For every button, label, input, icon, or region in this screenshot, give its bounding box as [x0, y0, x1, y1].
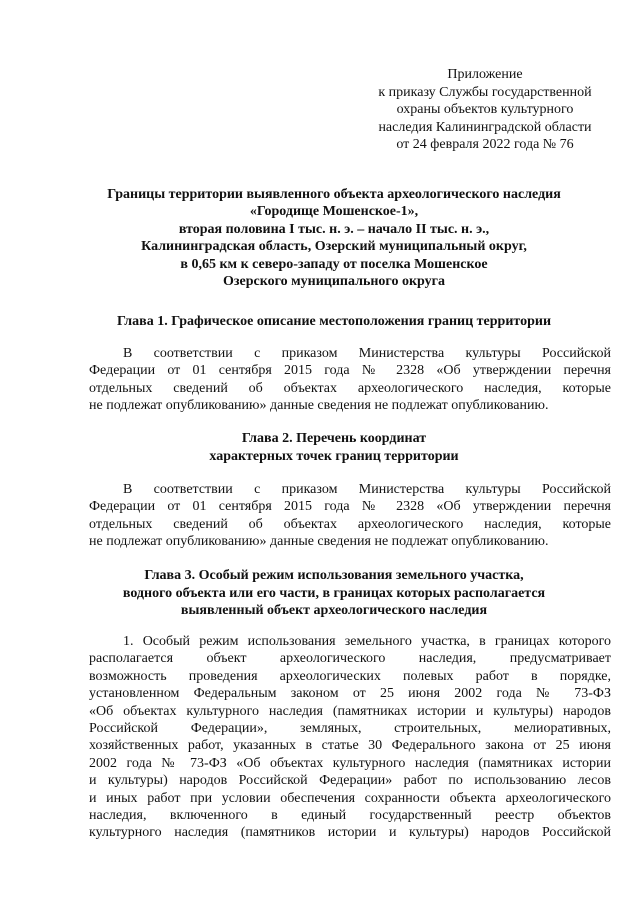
appendix-line: к приказу Службы государственной — [378, 84, 592, 100]
paragraph-line: культурного наследия (памятников истории и культуры) народов Российской — [89, 825, 611, 841]
paragraph-line: Федерации от 01 сентября 2015 года № 2328 «Об утверждении перечня — [89, 363, 611, 379]
paragraph-line: 1. Особый режим использования земельного участка, в границах которого — [123, 634, 611, 649]
paragraph-line: отдельных сведений об объектах археологического наследия, которые — [89, 380, 611, 396]
title-line: вторая половина I тыс. н. э. – начало II тыс. н. э., — [178, 221, 490, 237]
paragraph-line: «Об объектах культурного наследия (памятниках истории и культуры) народов — [89, 703, 611, 719]
heading-line: Глава 3. Особый режим использования земельного участка, — [144, 568, 524, 583]
paragraph-line: возможность проведения археологических полевых работ в порядке, — [89, 668, 611, 684]
appendix-line: от 24 февраля 2022 года № 76 — [396, 137, 574, 152]
paragraph-line: и культуры) народов Российской Федерации» работ по использованию лесов — [89, 773, 611, 789]
paragraph-line: установленном Федеральным законом от 25 июня 2002 года № 73-ФЗ — [89, 686, 611, 702]
paragraph-line: отдельных сведений об объектах археологического наследия, которые — [89, 516, 611, 532]
paragraph-line: 2002 года № 73-ФЗ «Об объектах культурного наследия (памятниках истории — [89, 755, 611, 771]
heading-line: выявленный объект археологического наследия — [180, 603, 488, 618]
appendix-line: охраны объектов культурного — [396, 102, 574, 117]
heading-line: Глава 2. Перечень координат — [241, 431, 427, 446]
heading-line: характерных точек границ территории — [209, 448, 459, 464]
appendix-line: наследия Калининградской области — [378, 119, 592, 135]
chapter-3-paragraph — [89, 633, 611, 842]
chapter-3-heading — [60, 567, 608, 620]
paragraph-line: Российской Федерации», земляных, строительных, мелиоративных, — [89, 721, 611, 737]
title-line: Границы территории выявленного объекта археологического наследия — [107, 187, 561, 202]
appendix-line: Приложение — [447, 67, 523, 82]
paragraph-line: В соответствии с приказом Министерства культуры Российской — [123, 346, 611, 361]
paragraph-line: и иных работ при условии обеспечения сохранности объекта археологического — [89, 790, 611, 806]
paragraph-line: располагается объект археологического наследия, предусматривает — [89, 651, 611, 667]
chapter-2-heading — [60, 430, 608, 465]
chapter-1-paragraph — [89, 345, 611, 415]
appendix-block — [360, 66, 610, 154]
paragraph-line: хозяйственных работ, указанных в статье 30 Федерального закона от 25 июня — [89, 738, 611, 754]
paragraph-line: не подлежат опубликованию» данные сведения не подлежат опубликованию. — [89, 534, 549, 550]
paragraph-line: Федерации от 01 сентября 2015 года № 2328 «Об утверждении перечня — [89, 499, 611, 515]
title-line: Калининградская область, Озерский муниципальный округ, — [141, 239, 527, 255]
heading-line: водного объекта или его части, в границах которых располагается — [122, 585, 546, 601]
title-line: в 0,65 км к северо-западу от поселка Мошенское — [180, 256, 488, 272]
paragraph-line: наследия, включенного в единый государственный реестр объектов — [89, 808, 611, 824]
chapter-1-heading — [60, 313, 608, 331]
heading-line: Глава 1. Графическое описание местоположения границ территории — [116, 314, 552, 329]
document-title — [60, 186, 608, 290]
chapter-2-paragraph — [89, 481, 611, 551]
title-line: «Городище Мошенское-1», — [249, 204, 419, 220]
title-line: Озерского муниципального округа — [223, 274, 445, 290]
paragraph-line: не подлежат опубликованию» данные сведения не подлежат опубликованию. — [89, 398, 549, 414]
paragraph-line: В соответствии с приказом Министерства культуры Российской — [123, 482, 611, 497]
